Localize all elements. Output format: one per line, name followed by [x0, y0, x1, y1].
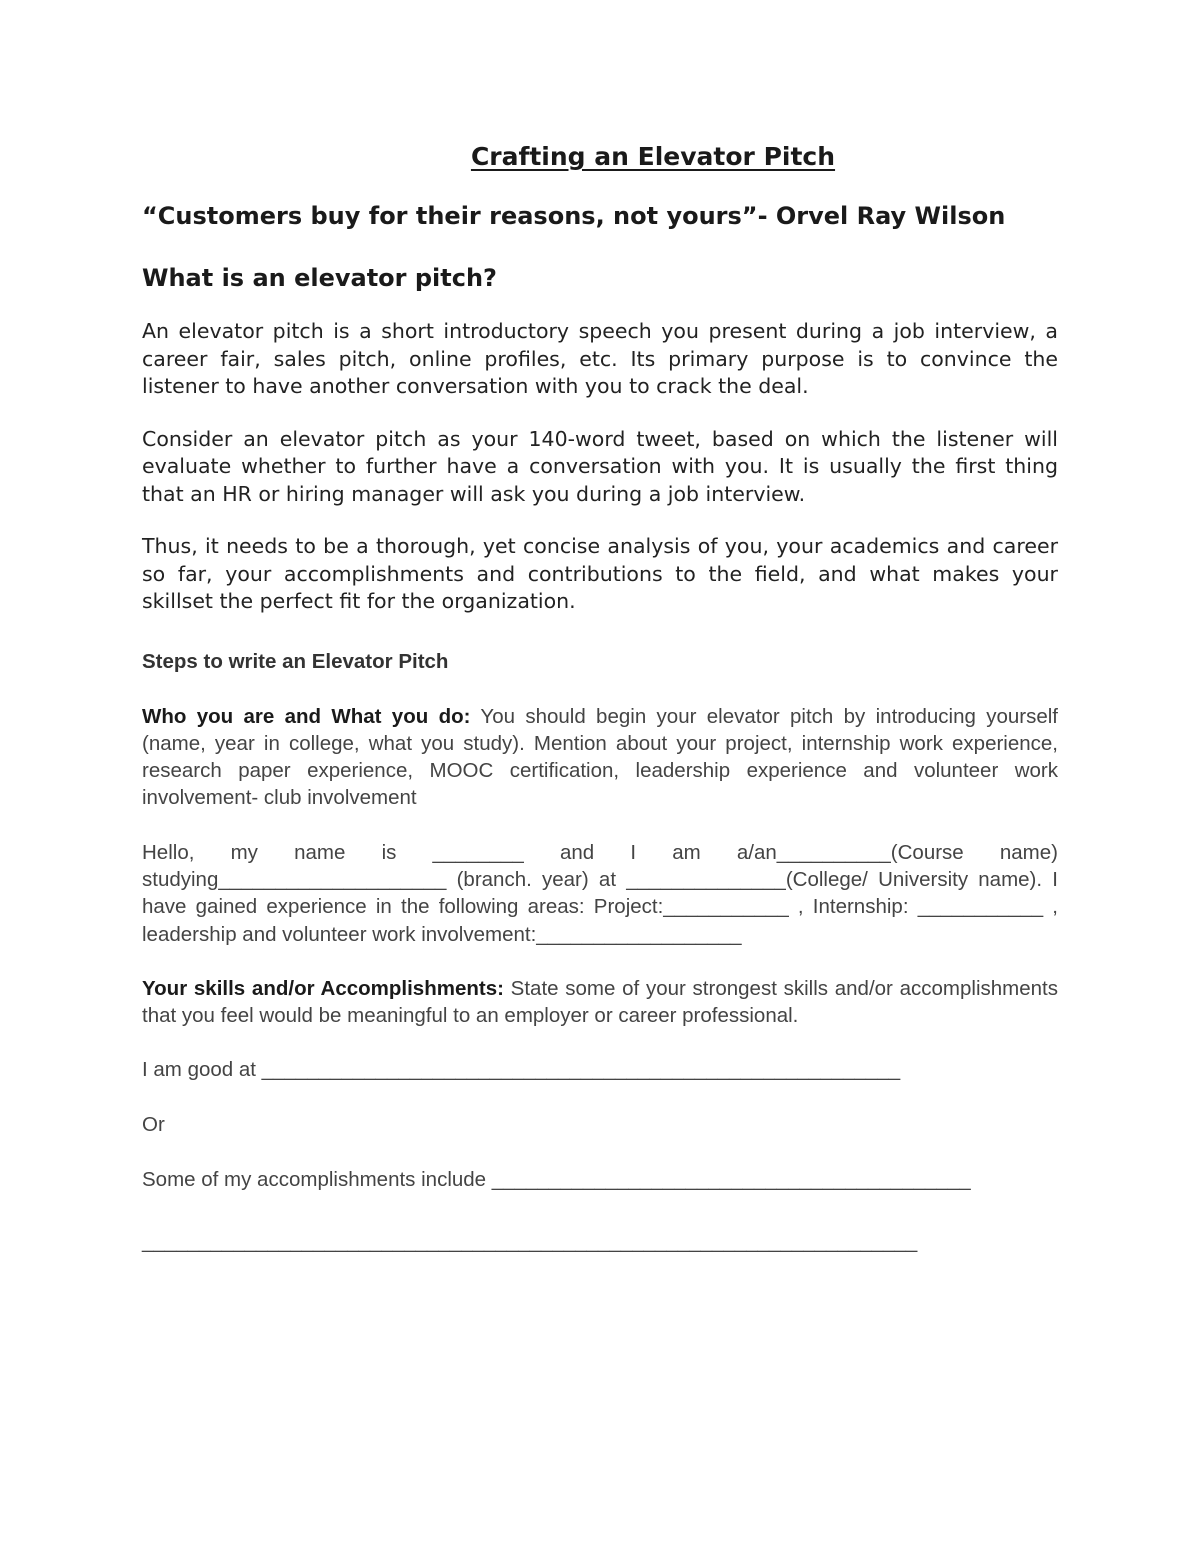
intro-template: Hello, my name is ________ and I am a/an__________(Course name) studying____________________ (branch. year) at ______________(College/ University name). I have gained experience in the following areas: Project:___________ , Internship: ___________ , leadership and volunteer work involvement:__________________ — [142, 840, 1058, 946]
opening-quote: “Customers buy for their reasons, not yours”- Orvel Ray Wilson — [142, 202, 1006, 230]
skills-section — [142, 975, 1058, 1030]
skills-label: Your skills and/or Accomplishments: — [142, 976, 504, 1000]
good-at-blank: I am good at ________________________________________________________ — [142, 1058, 901, 1082]
steps-heading: Steps to write an Elevator Pitch — [142, 649, 449, 673]
who-you-are-section — [142, 703, 1058, 812]
document-page — [142, 140, 1058, 1256]
paragraph-analysis: Thus, it needs to be a thorough, yet concise analysis of you, your academics and career so far, your accomplishments and contributions to the field, and what makes your skillset the perfect fit for the organization. — [142, 534, 1058, 613]
who-you-are-label: Who you are and What you do: — [142, 704, 471, 728]
blank-line: ____________________________________________________________________ — [142, 1230, 918, 1254]
who-you-are-text: You should begin your elevator pitch by introducing yourself (name, year in college, what you study). Mention about your project, internship work experience, research paper experience, MOOC certification, leadership experience and volunteer work involvement- club involvement — [142, 704, 1059, 810]
section-heading-what-is: What is an elevator pitch? — [142, 264, 497, 292]
accomplishments-blank: Some of my accomplishments include __________________________________________ — [142, 1168, 971, 1192]
skills-text: State some of your strongest skills and/or accomplishments that you feel would be meaningful to an employer or career professional. — [142, 976, 1058, 1028]
document-title: Crafting an Elevator Pitch — [470, 142, 836, 171]
or-text: Or — [142, 1113, 165, 1137]
paragraph-tweet: Consider an elevator pitch as your 140-word tweet, based on which the listener will evaluate whether to further have a conversation with you. It is usually the first thing that an HR or hiring manager will ask you during a job interview. — [142, 426, 1058, 506]
paragraph-definition: An elevator pitch is a short introductory speech you present during a job interview, a career fair, sales pitch, online profiles, etc. Its primary purpose is to convince the listener to have another conversation with you to crack the deal. — [142, 319, 1058, 398]
